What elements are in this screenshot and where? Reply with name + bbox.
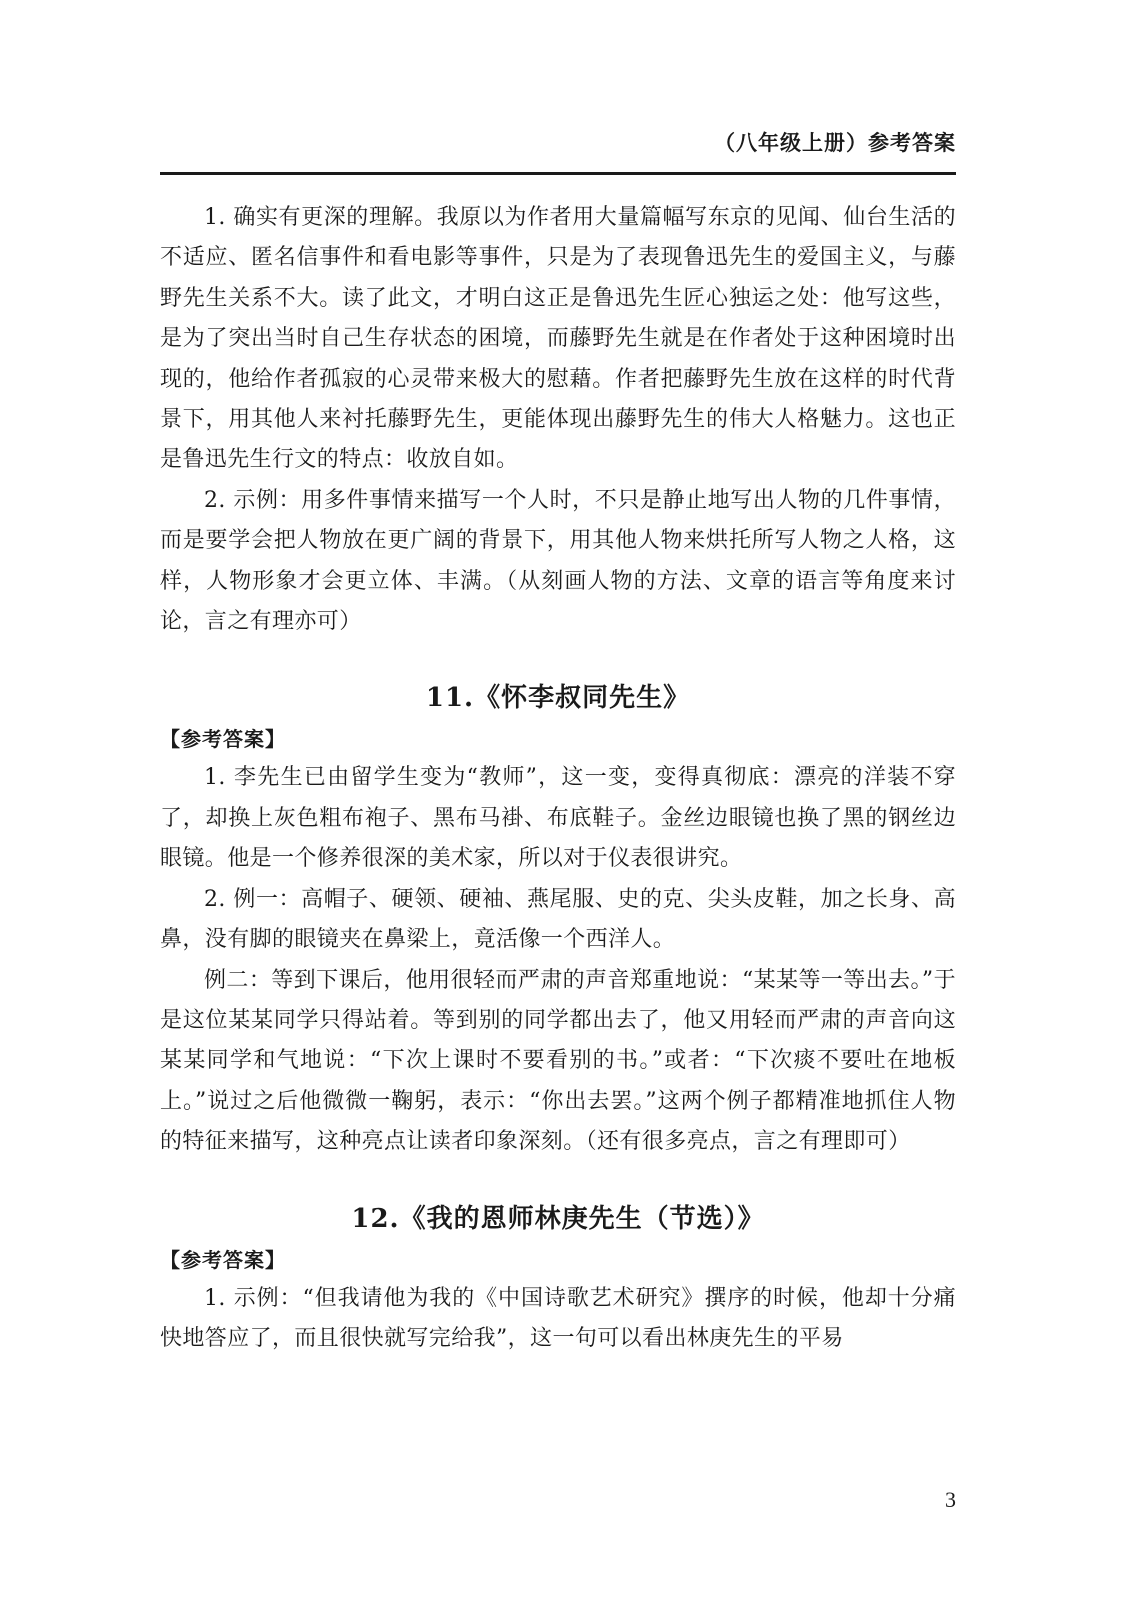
paragraph: 1. 示例：“但我请他为我的《中国诗歌艺术研究》撰序的时候，他却十分痛快地答应了，而且很快就写完给我”，这一句可以看出林庚先生的平易 <box>160 1285 956 1351</box>
section-title: 11.《怀李叔同先生》 <box>425 683 691 714</box>
page-header: （八年级上册）参考答案 <box>714 131 956 155</box>
paragraph: 2. 示例：用多件事情来描写一个人时，不只是静止地写出人物的几件事情，而是要学会把人物放在更广阔的背景下，用其他人物来烘托所写人物之人格，这样，人物形象才会更立体、丰满。（从刻画人物的方法、文章的语言等角度来讨论，言之有理亦可） <box>160 487 956 635</box>
page-content <box>160 198 956 1359</box>
paragraph: 1. 李先生已由留学生变为“教师”，这一变，变得真彻底：漂亮的洋装不穿了，却换上灰色粗布袍子、黑布马褂、布底鞋子。金丝边眼镜也换了黑的钢丝边眼镜。他是一个修养很深的美术家，所以对于仪表很讲究。 <box>160 765 956 872</box>
header-rule <box>160 172 956 175</box>
paragraph: 1. 确实有更深的理解。我原以为作者用大量篇幅写东京的见闻、仙台生活的不适应、匿名信事件和看电影等事件，只是为了表现鲁迅先生的爱国主义，与藤野先生关系不大。读了此文，才明白这正是鲁迅先生匠心独运之处：他写这些，是为了突出当时自己生存状态的困境，而藤野先生就是在作者处于这种困境时出现的，他给作者孤寂的心灵带来极大的慰藉。作者把藤野先生放在这样的时代背景下，用其他人来衬托藤野先生，更能体现出藤野先生的伟大人格魅力。这也正是鲁迅先生行文的特点：收放自如。 <box>160 205 956 473</box>
section-title: 12.《我的恩师林庚先生（节选）》 <box>351 1203 765 1234</box>
paragraph: 2. 例一：高帽子、硬领、硬袖、燕尾服、史的克、尖头皮鞋，加之长身、高鼻，没有脚的眼镜夹在鼻梁上，竟活像一个西洋人。 <box>160 886 956 953</box>
answer-label: 【参考答案】 <box>160 1247 286 1272</box>
answer-label: 【参考答案】 <box>160 727 286 752</box>
paragraph: 例二：等到下课后，他用很轻而严肃的声音郑重地说：“某某等一等出去。”于是这位某某同学只得站着。等到别的同学都出去了，他又用轻而严肃的声音向这某某同学和气地说：“下次上课时不要看别的书。”或者：“下次痰不要吐在地板上。”说过之后他微微一鞠躬，表示：“你出去罢。”这两个例子都精准地抓住人物的特征来描写，这种亮点让读者印象深刻。（还有很多亮点，言之有理即可） <box>160 967 956 1155</box>
page-number: 3 <box>945 1487 956 1512</box>
